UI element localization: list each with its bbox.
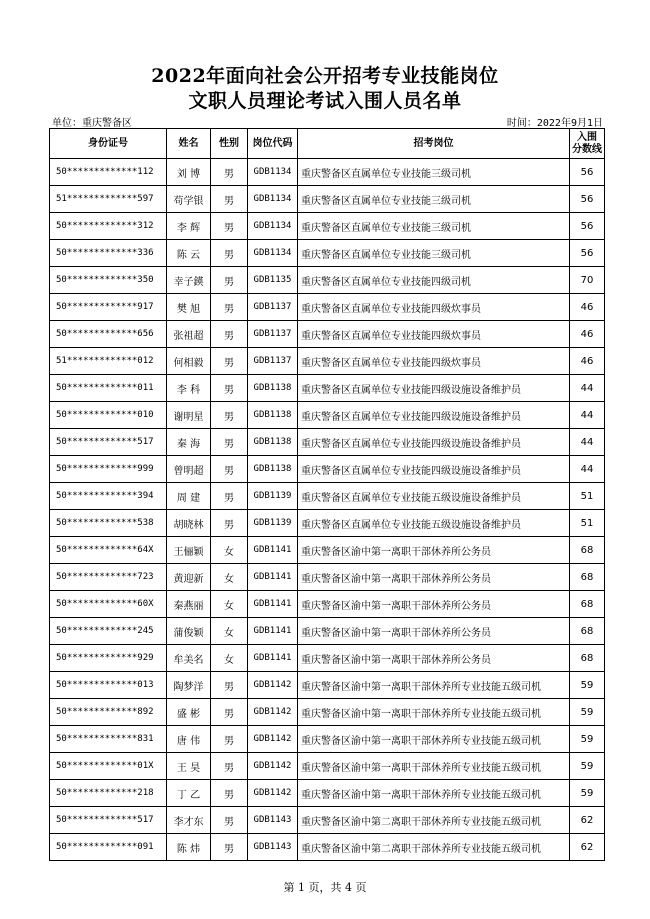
table-row <box>50 483 605 510</box>
score-cell: 56 <box>570 186 605 213</box>
gender-cell: 男 <box>211 780 248 807</box>
gender-cell: 男 <box>211 240 248 267</box>
name-cell: 秦燕丽 <box>167 591 211 618</box>
gender-cell: 男 <box>211 294 248 321</box>
table-row <box>50 672 605 699</box>
table-row <box>50 780 605 807</box>
name-cell: 盛 彬 <box>167 699 211 726</box>
id-cell: 50*************013 <box>50 672 167 699</box>
header-code: 岗位代码 <box>248 129 298 159</box>
code-cell: GDB1141 <box>248 645 298 672</box>
name-cell: 黄迎新 <box>167 564 211 591</box>
document-title-line1: 2022年面向社会公开招考专业技能岗位 <box>151 65 499 87</box>
gender-cell: 男 <box>211 267 248 294</box>
header-gender: 性别 <box>211 129 248 159</box>
position-cell: 重庆警备区直属单位专业技能三级司机 <box>298 213 570 240</box>
table-body <box>50 159 605 861</box>
table-row <box>50 537 605 564</box>
id-cell: 50*************929 <box>50 645 167 672</box>
name-cell: 丁 乙 <box>167 780 211 807</box>
score-cell: 62 <box>570 834 605 861</box>
code-cell: GDB1137 <box>248 294 298 321</box>
name-cell: 苟学银 <box>167 186 211 213</box>
gender-cell: 男 <box>211 186 248 213</box>
position-cell: 重庆警备区直属单位专业技能四级炊事员 <box>298 321 570 348</box>
gender-cell: 男 <box>211 807 248 834</box>
code-cell: GDB1138 <box>248 429 298 456</box>
table-row <box>50 618 605 645</box>
gender-cell: 女 <box>211 618 248 645</box>
position-cell: 重庆警备区直属单位专业技能五级设施设备维护员 <box>298 510 570 537</box>
id-cell: 50*************112 <box>50 159 167 186</box>
id-cell: 50*************517 <box>50 429 167 456</box>
id-cell: 50*************218 <box>50 780 167 807</box>
code-cell: GDB1138 <box>248 456 298 483</box>
table-row <box>50 510 605 537</box>
id-cell: 50*************517 <box>50 807 167 834</box>
gender-cell: 男 <box>211 348 248 375</box>
gender-cell: 男 <box>211 159 248 186</box>
name-cell: 陈 炜 <box>167 834 211 861</box>
position-cell: 重庆警备区直属单位专业技能四级炊事员 <box>298 348 570 375</box>
score-cell: 46 <box>570 321 605 348</box>
gender-cell: 女 <box>211 645 248 672</box>
name-cell: 李才东 <box>167 807 211 834</box>
score-cell: 59 <box>570 672 605 699</box>
position-cell: 重庆警备区直属单位专业技能四级司机 <box>298 267 570 294</box>
code-cell: GDB1138 <box>248 402 298 429</box>
gender-cell: 男 <box>211 753 248 780</box>
score-cell: 44 <box>570 429 605 456</box>
gender-cell: 女 <box>211 564 248 591</box>
table-row <box>50 753 605 780</box>
position-cell: 重庆警备区渝中第一离职干部休养所专业技能五级司机 <box>298 672 570 699</box>
id-cell: 50*************010 <box>50 402 167 429</box>
page-footer: 第 1 页，共 4 页 <box>283 881 367 894</box>
score-cell: 68 <box>570 591 605 618</box>
id-cell: 50*************245 <box>50 618 167 645</box>
name-cell: 刘 博 <box>167 159 211 186</box>
gender-cell: 男 <box>211 699 248 726</box>
table-row <box>50 699 605 726</box>
position-cell: 重庆警备区渝中第一离职干部休养所公务员 <box>298 564 570 591</box>
code-cell: GDB1143 <box>248 807 298 834</box>
code-cell: GDB1143 <box>248 834 298 861</box>
name-cell: 张祖超 <box>167 321 211 348</box>
gender-cell: 男 <box>211 375 248 402</box>
code-cell: GDB1141 <box>248 537 298 564</box>
position-cell: 重庆警备区直属单位专业技能五级设施设备维护员 <box>298 483 570 510</box>
code-cell: GDB1141 <box>248 564 298 591</box>
table-row <box>50 591 605 618</box>
score-cell: 56 <box>570 159 605 186</box>
name-cell: 王俪颖 <box>167 537 211 564</box>
name-cell: 李 科 <box>167 375 211 402</box>
id-cell: 50*************091 <box>50 834 167 861</box>
score-cell: 59 <box>570 780 605 807</box>
id-cell: 50*************723 <box>50 564 167 591</box>
name-cell: 秦 海 <box>167 429 211 456</box>
name-cell: 曾明超 <box>167 456 211 483</box>
id-cell: 50*************60X <box>50 591 167 618</box>
code-cell: GDB1139 <box>248 510 298 537</box>
position-cell: 重庆警备区渝中第一离职干部休养所公务员 <box>298 537 570 564</box>
header-id: 身份证号 <box>50 129 167 159</box>
position-cell: 重庆警备区渝中第一离职干部休养所公务员 <box>298 645 570 672</box>
table-row <box>50 726 605 753</box>
gender-cell: 女 <box>211 537 248 564</box>
document-title-line2: 文职人员理论考试入围人员名单 <box>188 90 462 112</box>
name-cell: 谢明星 <box>167 402 211 429</box>
code-cell: GDB1134 <box>248 159 298 186</box>
table-row <box>50 456 605 483</box>
score-cell: 59 <box>570 699 605 726</box>
table-row <box>50 186 605 213</box>
table-row <box>50 267 605 294</box>
gender-cell: 男 <box>211 510 248 537</box>
score-cell: 44 <box>570 402 605 429</box>
table-row <box>50 321 605 348</box>
table-row <box>50 645 605 672</box>
score-cell: 46 <box>570 348 605 375</box>
unit-label: 单位：重庆警备区 <box>52 118 132 129</box>
code-cell: GDB1142 <box>248 726 298 753</box>
code-cell: GDB1134 <box>248 240 298 267</box>
name-cell: 周 建 <box>167 483 211 510</box>
table-header-row <box>50 129 605 159</box>
gender-cell: 男 <box>211 483 248 510</box>
position-cell: 重庆警备区渝中第一离职干部休养所专业技能五级司机 <box>298 726 570 753</box>
code-cell: GDB1138 <box>248 375 298 402</box>
code-cell: GDB1142 <box>248 672 298 699</box>
name-cell: 幸子鍈 <box>167 267 211 294</box>
score-cell: 68 <box>570 645 605 672</box>
gender-cell: 女 <box>211 591 248 618</box>
id-cell: 50*************312 <box>50 213 167 240</box>
position-cell: 重庆警备区渝中第一离职干部休养所专业技能五级司机 <box>298 753 570 780</box>
header-position: 招考岗位 <box>298 129 570 159</box>
id-cell: 50*************831 <box>50 726 167 753</box>
code-cell: GDB1141 <box>248 618 298 645</box>
id-cell: 51*************597 <box>50 186 167 213</box>
name-cell: 胡晓林 <box>167 510 211 537</box>
gender-cell: 男 <box>211 726 248 753</box>
table-row <box>50 402 605 429</box>
gender-cell: 男 <box>211 672 248 699</box>
name-cell: 樊 旭 <box>167 294 211 321</box>
table-row <box>50 240 605 267</box>
position-cell: 重庆警备区直属单位专业技能四级炊事员 <box>298 294 570 321</box>
table-row <box>50 348 605 375</box>
id-cell: 50*************011 <box>50 375 167 402</box>
code-cell: GDB1141 <box>248 591 298 618</box>
position-cell: 重庆警备区直属单位专业技能四级设施设备维护员 <box>298 375 570 402</box>
code-cell: GDB1137 <box>248 348 298 375</box>
name-cell: 蒲俊颖 <box>167 618 211 645</box>
position-cell: 重庆警备区渝中第一离职干部休养所专业技能五级司机 <box>298 699 570 726</box>
code-cell: GDB1134 <box>248 213 298 240</box>
table-row <box>50 834 605 861</box>
gender-cell: 男 <box>211 429 248 456</box>
name-cell: 李 辉 <box>167 213 211 240</box>
score-cell: 51 <box>570 483 605 510</box>
name-cell: 牟美名 <box>167 645 211 672</box>
id-cell: 50*************01X <box>50 753 167 780</box>
score-cell: 59 <box>570 753 605 780</box>
gender-cell: 男 <box>211 456 248 483</box>
name-cell: 陈 云 <box>167 240 211 267</box>
header-score <box>570 129 605 159</box>
id-cell: 50*************336 <box>50 240 167 267</box>
gender-cell: 男 <box>211 402 248 429</box>
position-cell: 重庆警备区直属单位专业技能四级设施设备维护员 <box>298 402 570 429</box>
score-cell: 44 <box>570 375 605 402</box>
score-cell: 56 <box>570 240 605 267</box>
score-cell: 62 <box>570 807 605 834</box>
header-score-line2: 分数线 <box>572 143 602 155</box>
candidate-table <box>49 128 605 861</box>
score-cell: 44 <box>570 456 605 483</box>
table-row <box>50 294 605 321</box>
code-cell: GDB1142 <box>248 699 298 726</box>
gender-cell: 男 <box>211 321 248 348</box>
score-cell: 56 <box>570 213 605 240</box>
position-cell: 重庆警备区直属单位专业技能四级设施设备维护员 <box>298 429 570 456</box>
position-cell: 重庆警备区渝中第二离职干部休养所专业技能五级司机 <box>298 807 570 834</box>
table-row <box>50 807 605 834</box>
score-cell: 51 <box>570 510 605 537</box>
code-cell: GDB1139 <box>248 483 298 510</box>
position-cell: 重庆警备区渝中第一离职干部休养所专业技能五级司机 <box>298 780 570 807</box>
gender-cell: 男 <box>211 213 248 240</box>
date-label: 时间：2022年9月1日 <box>506 118 603 129</box>
code-cell: GDB1142 <box>248 780 298 807</box>
code-cell: GDB1135 <box>248 267 298 294</box>
id-cell: 50*************394 <box>50 483 167 510</box>
name-cell: 唐 伟 <box>167 726 211 753</box>
id-cell: 50*************64X <box>50 537 167 564</box>
position-cell: 重庆警备区渝中第一离职干部休养所公务员 <box>298 591 570 618</box>
score-cell: 46 <box>570 294 605 321</box>
name-cell: 王 昊 <box>167 753 211 780</box>
position-cell: 重庆警备区直属单位专业技能三级司机 <box>298 186 570 213</box>
table-row <box>50 564 605 591</box>
table-row <box>50 159 605 186</box>
id-cell: 50*************350 <box>50 267 167 294</box>
position-cell: 重庆警备区直属单位专业技能四级设施设备维护员 <box>298 456 570 483</box>
position-cell: 重庆警备区渝中第一离职干部休养所公务员 <box>298 618 570 645</box>
position-cell: 重庆警备区渝中第二离职干部休养所专业技能五级司机 <box>298 834 570 861</box>
position-cell: 重庆警备区直属单位专业技能三级司机 <box>298 240 570 267</box>
table-row <box>50 213 605 240</box>
id-cell: 50*************892 <box>50 699 167 726</box>
code-cell: GDB1142 <box>248 753 298 780</box>
position-cell: 重庆警备区直属单位专业技能三级司机 <box>298 159 570 186</box>
id-cell: 50*************656 <box>50 321 167 348</box>
id-cell: 50*************999 <box>50 456 167 483</box>
id-cell: 51*************012 <box>50 348 167 375</box>
name-cell: 何相毅 <box>167 348 211 375</box>
name-cell: 陶梦洋 <box>167 672 211 699</box>
table-row <box>50 429 605 456</box>
code-cell: GDB1134 <box>248 186 298 213</box>
gender-cell: 男 <box>211 834 248 861</box>
header-score-line1: 入围 <box>577 131 597 143</box>
header-name: 姓名 <box>167 129 211 159</box>
score-cell: 68 <box>570 564 605 591</box>
id-cell: 50*************538 <box>50 510 167 537</box>
table-row <box>50 375 605 402</box>
id-cell: 50*************917 <box>50 294 167 321</box>
score-cell: 68 <box>570 618 605 645</box>
code-cell: GDB1137 <box>248 321 298 348</box>
score-cell: 68 <box>570 537 605 564</box>
score-cell: 59 <box>570 726 605 753</box>
score-cell: 70 <box>570 267 605 294</box>
